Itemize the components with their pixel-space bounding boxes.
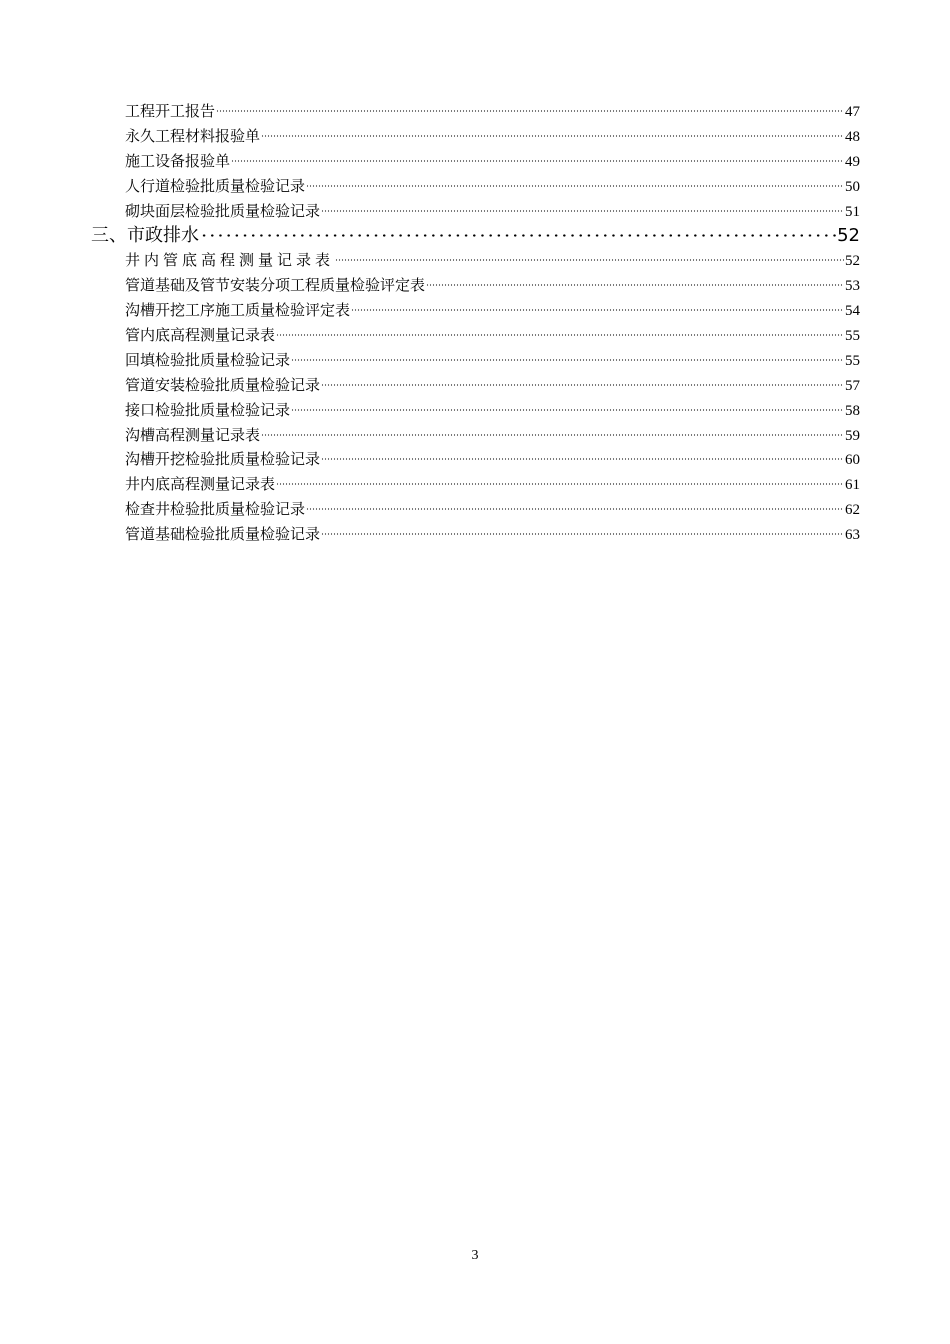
toc-entry-label: 沟槽开挖检验批质量检验记录	[125, 452, 321, 469]
toc-dot-leader	[351, 309, 844, 311]
toc-dot-leader	[291, 409, 844, 411]
toc-dot-leader	[306, 185, 844, 187]
toc-dot-leader	[321, 210, 844, 212]
toc-entry-page: 57	[845, 377, 860, 394]
toc-entry[interactable]	[91, 523, 860, 548]
toc-entry-label: 管道基础及管节安装分项工程质量检验评定表	[125, 278, 426, 295]
toc-entry[interactable]	[91, 200, 860, 225]
page-number: 3	[471, 1248, 479, 1263]
toc-entry-page: 50	[845, 178, 860, 195]
toc-entry-page: 47	[845, 104, 860, 120]
toc-entry[interactable]	[91, 100, 860, 125]
toc-entry-page: 58	[845, 402, 860, 419]
toc-entry[interactable]	[91, 448, 860, 473]
toc-entry-page: 48	[845, 128, 860, 145]
toc-section-heading[interactable]	[91, 224, 860, 249]
toc-entry-label: 施工设备报验单	[125, 153, 231, 170]
toc-entry-page: 63	[845, 527, 860, 544]
toc-entry-page: 59	[845, 427, 860, 444]
toc-dot-leader	[276, 334, 844, 336]
toc-entry-page: 55	[845, 328, 860, 345]
toc-entry[interactable]	[91, 125, 860, 150]
toc-entry-page: 55	[845, 352, 860, 369]
toc-entry-page: 49	[845, 153, 860, 170]
toc-dot-leader	[426, 284, 844, 286]
toc-entry[interactable]	[91, 399, 860, 424]
toc-entry-label: 沟槽高程测量记录表	[125, 427, 261, 444]
toc-entry-label: 永久工程材料报验单	[125, 128, 261, 145]
toc-entry[interactable]	[91, 498, 860, 523]
toc-dot-leader	[200, 234, 836, 237]
toc-entry-page: 62	[845, 502, 860, 519]
toc-entry-label: 砌块面层检验批质量检验记录	[125, 203, 321, 220]
toc-entry-label: 接口检验批质量检验记录	[125, 402, 291, 419]
toc-entry-page: 51	[845, 203, 860, 220]
toc-dot-leader	[291, 359, 844, 361]
toc-entry-label: 井内管底高程测量记录表	[125, 253, 335, 270]
toc-entry[interactable]	[91, 175, 860, 200]
toc-entry-label: 回填检验批质量检验记录	[125, 352, 291, 369]
toc-entry[interactable]	[91, 424, 860, 449]
toc-dot-leader	[321, 384, 844, 386]
toc-dot-leader	[335, 259, 844, 261]
toc-dot-leader	[261, 434, 844, 436]
toc-entry-label: 检查井检验批质量检验记录	[125, 502, 306, 519]
toc-dot-leader	[216, 110, 844, 112]
toc-dot-leader	[321, 458, 844, 460]
toc-section-label: 三、市政排水	[91, 225, 199, 247]
toc-entry[interactable]	[91, 299, 860, 324]
toc-entry[interactable]	[91, 473, 860, 498]
toc-dot-leader	[276, 483, 844, 485]
toc-dot-leader	[261, 135, 844, 137]
toc-entry-label: 井内底高程测量记录表	[125, 477, 276, 494]
toc-entry-label: 工程开工报告	[125, 104, 216, 120]
toc-entry[interactable]	[91, 349, 860, 374]
toc-entry-label: 管内底高程测量记录表	[125, 328, 276, 345]
toc-entry-label: 人行道检验批质量检验记录	[125, 178, 306, 195]
toc-entry-page: 60	[845, 452, 860, 469]
toc-entry[interactable]	[91, 324, 860, 349]
toc-entry-page: 54	[845, 303, 860, 320]
toc-entry-label: 沟槽开挖工序施工质量检验评定表	[125, 303, 351, 320]
toc-dot-leader	[306, 508, 844, 510]
toc-section-page: 52	[837, 225, 860, 247]
toc-entry-page: 61	[845, 477, 860, 494]
toc-entry[interactable]	[91, 374, 860, 399]
toc-entry-page: 52	[845, 253, 860, 270]
table-of-contents	[91, 100, 860, 548]
toc-dot-leader	[231, 160, 844, 162]
toc-entry-label: 管道基础检验批质量检验记录	[125, 527, 321, 544]
toc-dot-leader	[321, 533, 844, 535]
toc-entry[interactable]	[91, 274, 860, 299]
toc-entry-page: 53	[845, 278, 860, 295]
toc-entry[interactable]	[91, 249, 860, 274]
toc-entry-label: 管道安装检验批质量检验记录	[125, 377, 321, 394]
toc-entry[interactable]	[91, 150, 860, 175]
